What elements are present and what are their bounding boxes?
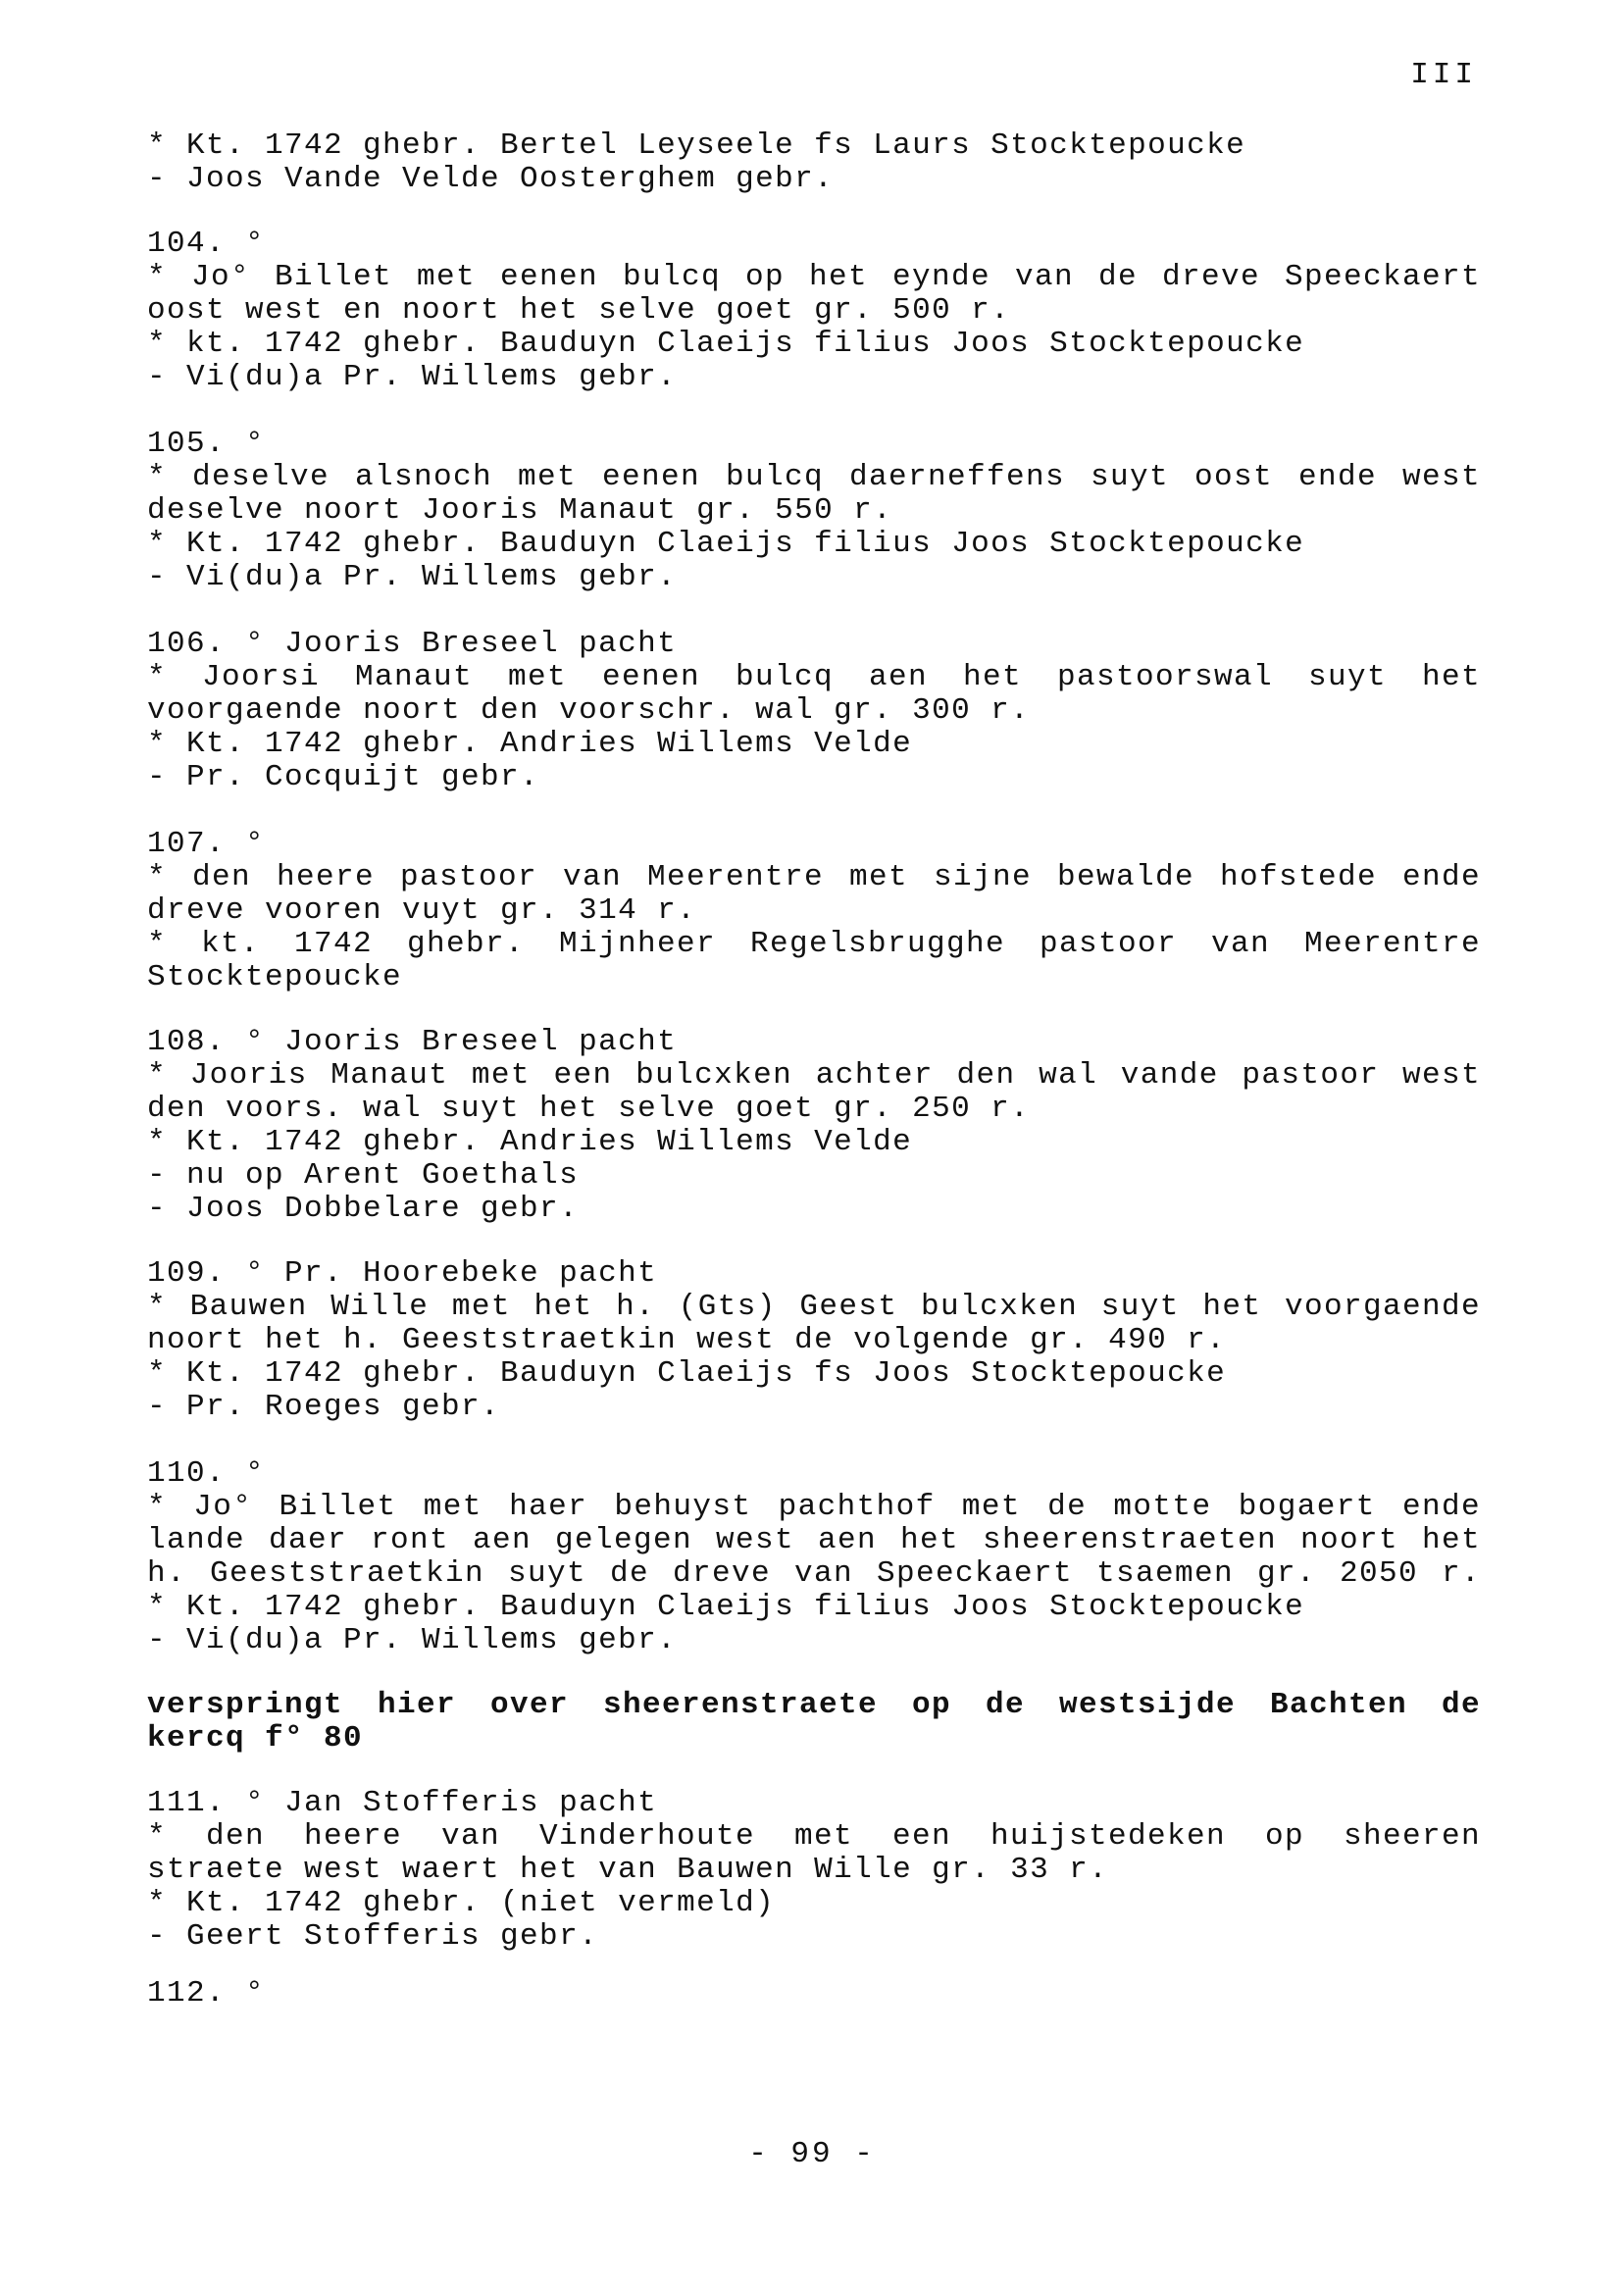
page-number: - 99 - (748, 2137, 876, 2171)
text-line: * Kt. 1742 ghebr. Bauduyn Claeijs filius Joos Stocktepoucke (147, 1590, 1305, 1624)
entry-number: 108. ° Jooris Breseel pacht (147, 1025, 678, 1059)
entry-109 (147, 1257, 1481, 1424)
entry-106 (147, 628, 1481, 794)
text-line: dreve vooren vuyt gr. 314 r. (147, 893, 697, 928)
text-line: * Jo° Billet met haer behuyst pachthof met de motte bogaert ende (147, 1490, 1481, 1524)
text-line: * Kt. 1742 ghebr. Andries Willems Velde (147, 727, 913, 761)
entry-110 (147, 1457, 1481, 1657)
text-line: * Kt. 1742 ghebr. Bauduyn Claeijs fs Joos Stocktepoucke (147, 1356, 1227, 1391)
text-line: * Kt. 1742 ghebr. Andries Willems Velde (147, 1125, 913, 1159)
entry-number: 111. ° Jan Stofferis pacht (147, 1786, 658, 1820)
text-line: * Joorsi Manaut met eenen bulcq aen het pastoorswal suyt het (147, 660, 1481, 694)
text-line: - Joos Dobbelare gebr. (147, 1192, 580, 1226)
text-line: lande daer ront aen gelegen west aen het sheerenstraeten noort het (147, 1523, 1481, 1557)
text-line: - Pr. Cocquijt gebr. (147, 760, 540, 794)
text-line: oost west en noort het selve goet gr. 500 r. (147, 293, 1011, 328)
text-line: den voors. wal suyt het selve goet gr. 250 r. (147, 1092, 1031, 1126)
entry-108 (147, 1026, 1481, 1226)
text-line: - Vi(du)a Pr. Willems gebr. (147, 360, 678, 394)
entry-number: 107. ° (147, 827, 266, 861)
text-line: Stocktepoucke (147, 960, 403, 994)
text-line: * kt. 1742 ghebr. Bauduyn Claeijs filius Joos Stocktepoucke (147, 327, 1305, 361)
entry-104 (147, 228, 1481, 394)
text-line: deselve noort Jooris Manaut gr. 550 r. (147, 493, 893, 528)
text-line: straete west waert het van Bauwen Wille gr. 33 r. (147, 1853, 1109, 1887)
text-line: - nu op Arent Goethals (147, 1158, 580, 1193)
text-line: * Jo° Billet met eenen bulcq op het eynde van de dreve Speeckaert (147, 260, 1481, 294)
text-line: * kt. 1742 ghebr. Mijnheer Regelsbrugghe pastoor van Meerentre (147, 927, 1481, 961)
text-line: * Kt. 1742 ghebr. Bertel Leyseele fs Laurs Stocktepoucke (147, 128, 1246, 163)
text-line: * Jooris Manaut met een bulcxken achter den wal vande pastoor west (147, 1058, 1481, 1093)
text-line: * Kt. 1742 ghebr. Bauduyn Claeijs filius Joos Stocktepoucke (147, 527, 1305, 561)
entry-111 (147, 1787, 1481, 1954)
text-line: h. Geeststraetkin suyt de dreve van Speeckaert tsaemen gr. 2050 r. (147, 1556, 1481, 1591)
text-line: - Joos Vande Velde Oosterghem gebr. (147, 162, 835, 196)
entry-number: 110. ° (147, 1456, 266, 1491)
text-line: * den heere van Vinderhoute met een huijstedeken op sheeren (147, 1819, 1481, 1854)
page-roman-numeral: III (1410, 58, 1477, 92)
note-line: verspringt hier over sheerenstraete op de westsijde Bachten de (147, 1688, 1481, 1722)
text-line: - Geert Stofferis gebr. (147, 1919, 599, 1954)
entry-number: 106. ° Jooris Breseel pacht (147, 627, 678, 661)
text-line: voorgaende noort den voorschr. wal gr. 300 r. (147, 693, 1031, 728)
entry-number: 104. ° (147, 227, 266, 261)
entry-105 (147, 428, 1481, 594)
text-line: - Vi(du)a Pr. Willems gebr. (147, 1623, 678, 1657)
note-line: kercq f° 80 (147, 1721, 364, 1756)
section-note (147, 1689, 1481, 1756)
intro-block (147, 129, 1481, 196)
entry-number: 105. ° (147, 427, 266, 461)
entry-107 (147, 828, 1481, 994)
text-line: * Kt. 1742 ghebr. (niet vermeld) (147, 1886, 776, 1920)
text-line: * Bauwen Wille met het h. (Gts) Geest bulcxken suyt het voorgaende (147, 1290, 1481, 1324)
text-line: noort het h. Geeststraetkin west de volgende gr. 490 r. (147, 1323, 1227, 1357)
text-line: * den heere pastoor van Meerentre met sijne bewalde hofstede ende (147, 860, 1481, 894)
text-line: - Pr. Roeges gebr. (147, 1390, 501, 1424)
entry-number: 112. ° (147, 1976, 266, 2011)
entry-112 (147, 1977, 1481, 2011)
entry-number: 109. ° Pr. Hoorebeke pacht (147, 1256, 658, 1291)
text-line: - Vi(du)a Pr. Willems gebr. (147, 560, 678, 594)
text-line: * deselve alsnoch met eenen bulcq daerneffens suyt oost ende west (147, 460, 1481, 494)
